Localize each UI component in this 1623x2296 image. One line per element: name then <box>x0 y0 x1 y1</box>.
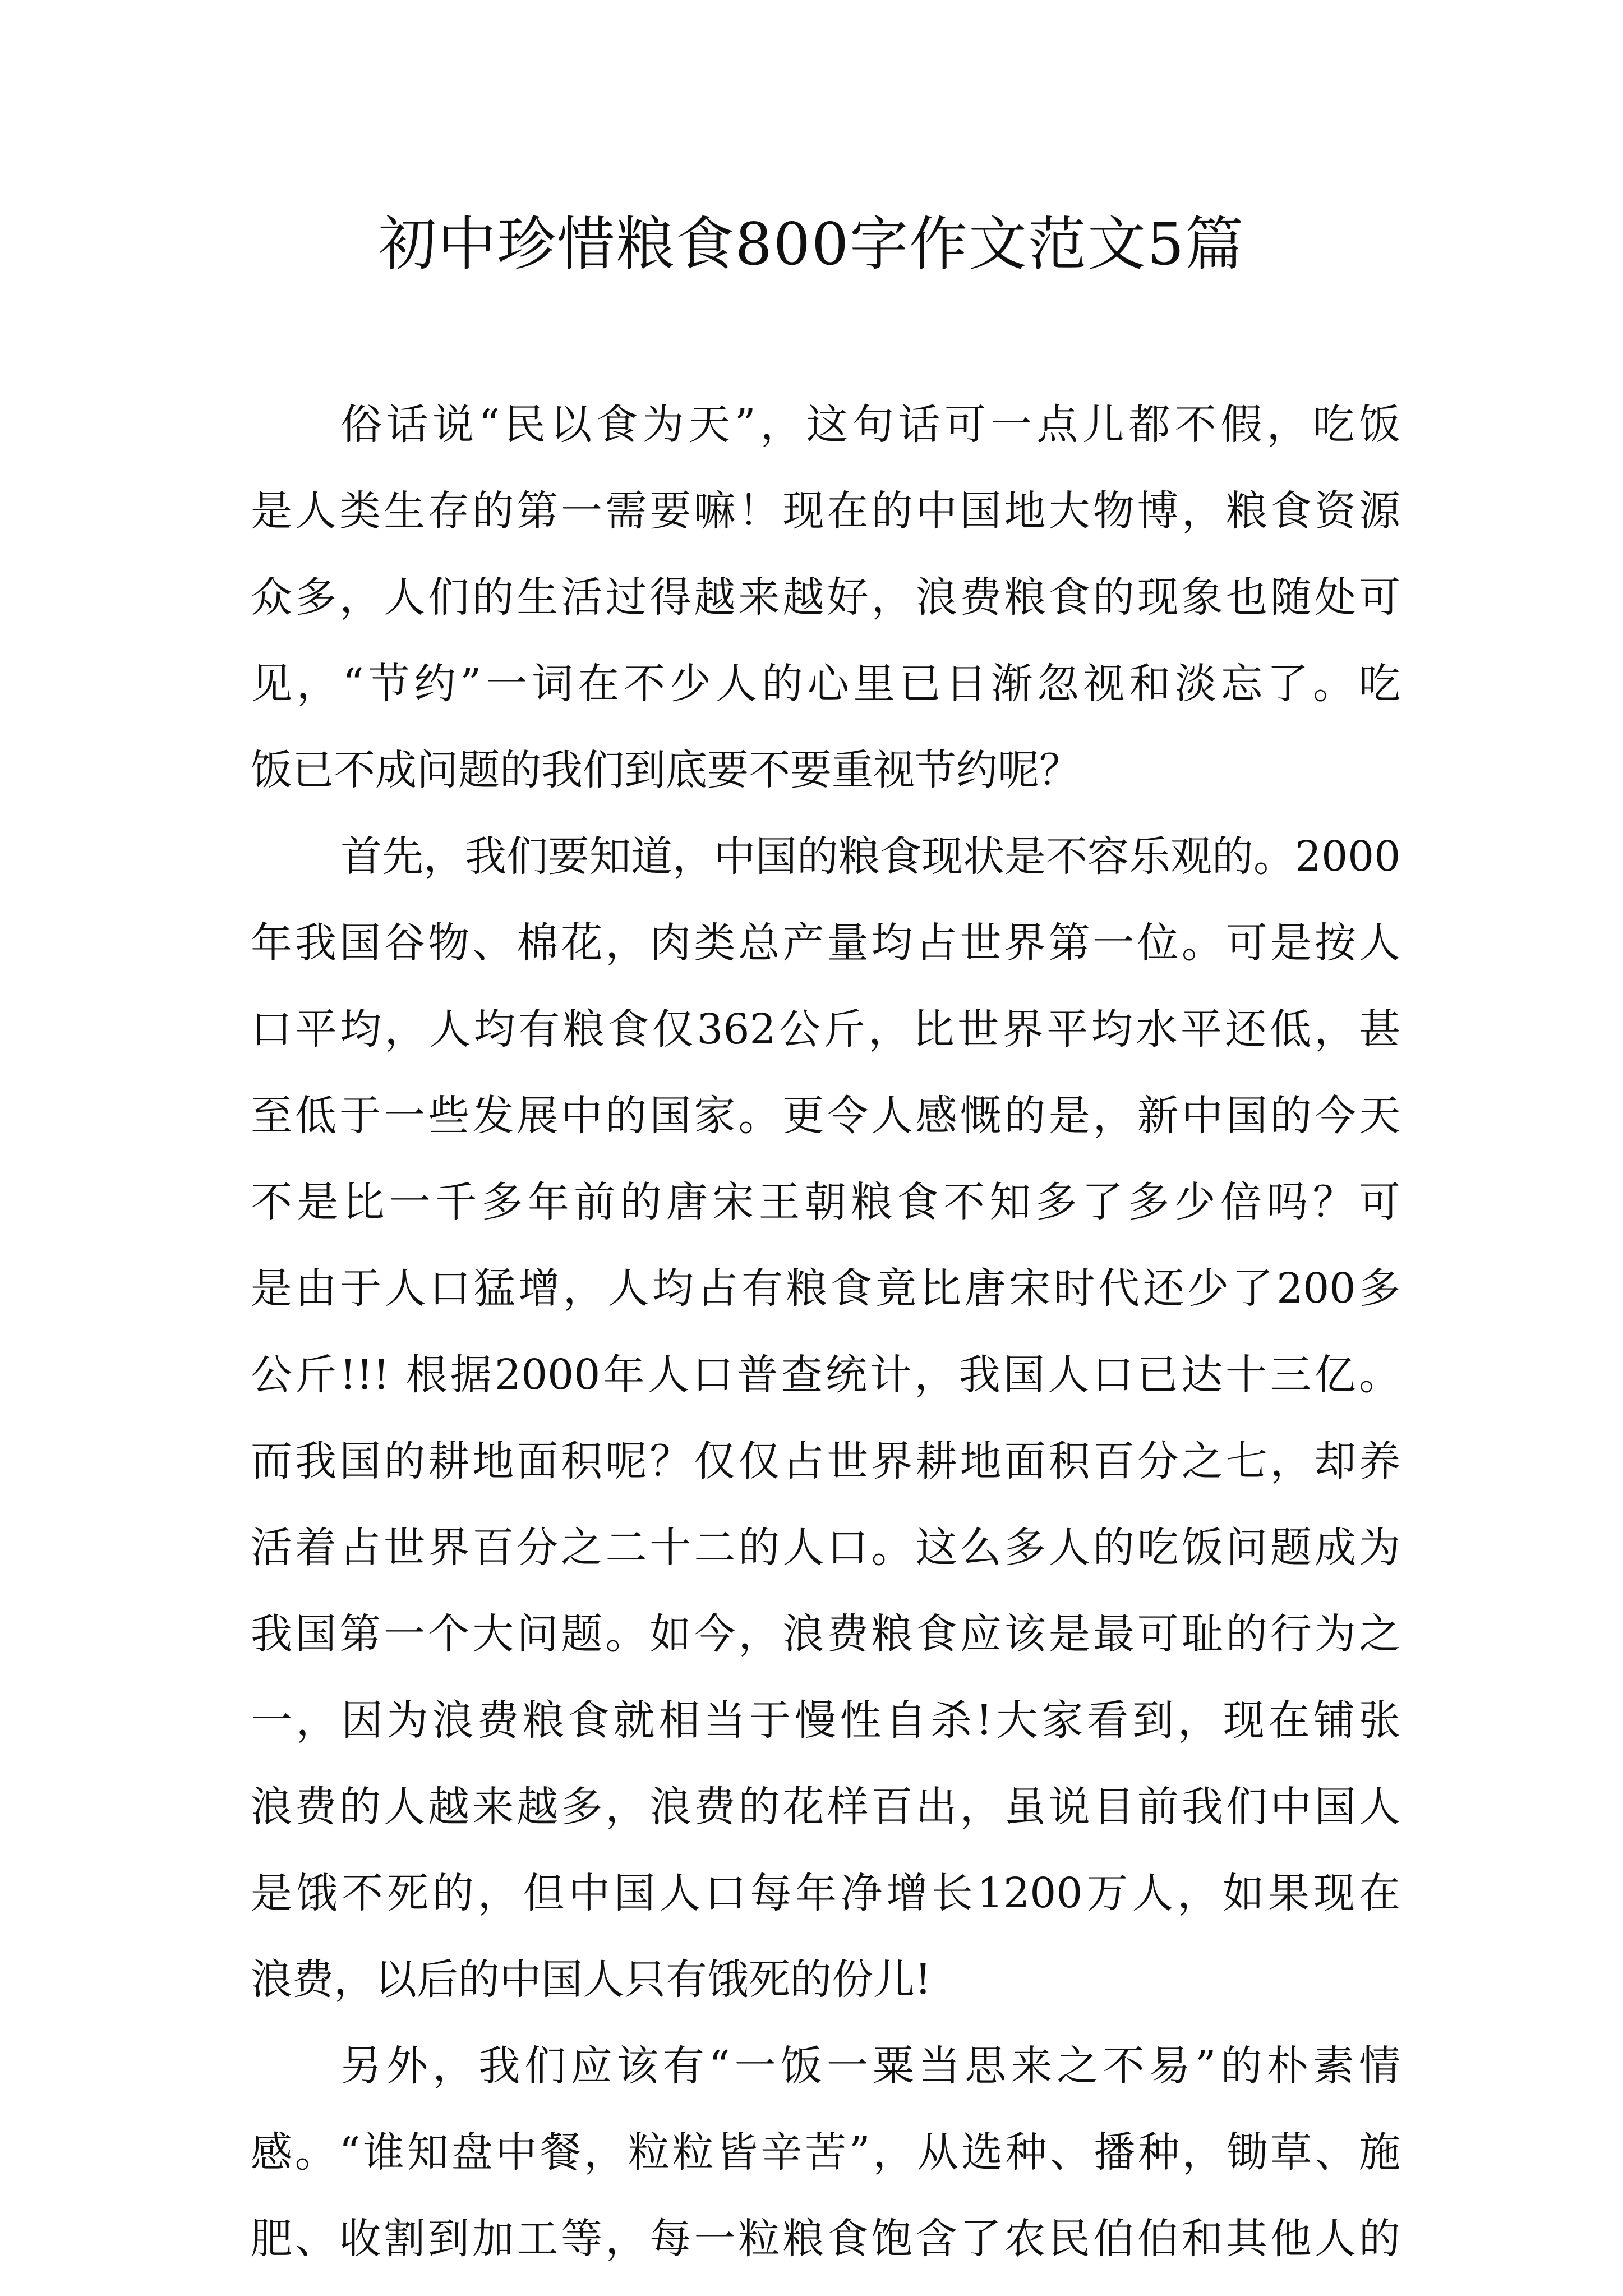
text-line: 活着占世界百分之二十二的人口。这么多人的吃饭问题成为 <box>251 1524 1400 1572</box>
text-line: 而我国的耕地面积呢？仅仅占世界耕地面积百分之七，却养 <box>251 1437 1400 1485</box>
text-line: 口平均，人均有粮食仅362公斤，比世界平均水平还低，甚 <box>251 1005 1400 1053</box>
text-line: 不是比一千多年前的唐宋王朝粮食不知多了多少倍吗？可 <box>251 1178 1400 1226</box>
text-line: 公斤!!! 根据2000年人口普查统计，我国人口已达十三亿。 <box>251 1351 1400 1399</box>
document-title: 初中珍惜粮食800字作文范文5篇 <box>378 210 1245 278</box>
text-line: 俗话说“民以食为天”，这句话可一点儿都不假，吃饭 <box>340 401 1400 449</box>
text-line: 一，因为浪费粮食就相当于慢性自杀!大家看到，现在铺张 <box>251 1696 1400 1745</box>
text-line: 感。“谁知盘中餐，粒粒皆辛苦”，从选种、播种，锄草、施 <box>251 2128 1400 2177</box>
text-line: 饭已不成问题的我们到底要不要重视节约呢？ <box>251 746 1081 794</box>
text-line: 浪费的人越来越多，浪费的花样百出，虽说目前我们中国人 <box>251 1783 1400 1831</box>
text-line: 是人类生存的第一需要嘛！现在的中国地大物博，粮食资源 <box>251 487 1400 535</box>
text-line: 至低于一些发展中的国家。更令人感慨的是，新中国的今天 <box>251 1092 1400 1140</box>
text-line: 是由于人口猛增，人均占有粮食竟比唐宋时代还少了200多 <box>251 1264 1400 1313</box>
text-line: 我国第一个大问题。如今，浪费粮食应该是最可耻的行为之 <box>251 1610 1400 1658</box>
text-line: 见，“节约”一词在不少人的心里已日渐忽视和淡忘了。吃 <box>251 660 1400 708</box>
text-line: 是饿不死的，但中国人口每年净增长1200万人，如果现在 <box>251 1869 1400 1917</box>
text-line: 年我国谷物、棉花，肉类总产量均占世界第一位。可是按人 <box>251 919 1400 967</box>
text-line: 肥、收割到加工等，每一粒粮食饱含了农民伯伯和其他人的 <box>251 2215 1400 2263</box>
document-body <box>251 381 1400 2282</box>
text-line: 众多，人们的生活过得越来越好，浪费粮食的现象也随处可 <box>251 573 1400 622</box>
text-line: 首先，我们要知道，中国的粮食现状是不容乐观的。2000 <box>340 832 1401 881</box>
text-line: 另外，我们应该有“一饭一粟当思来之不易”的朴素情 <box>340 2042 1400 2090</box>
text-line: 浪费，以后的中国人只有饿死的份儿! <box>251 1955 932 2004</box>
